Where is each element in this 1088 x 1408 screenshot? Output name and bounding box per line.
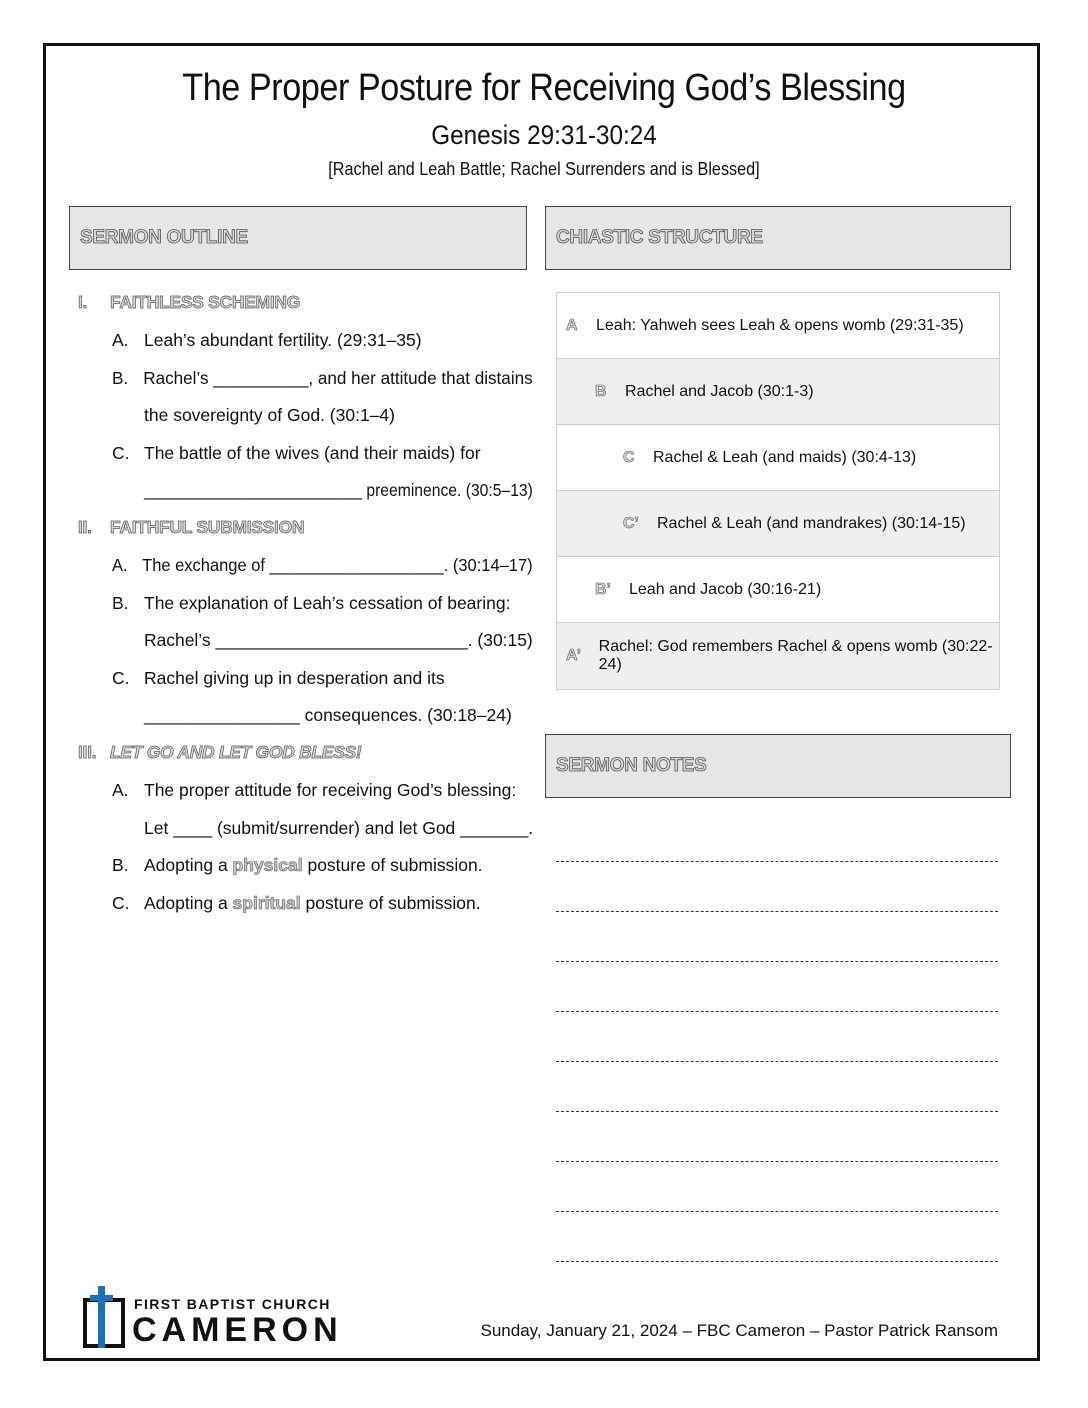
outline-item-2b: B. The explanation of Leah’s cessation of bearing:: [112, 593, 511, 613]
page-title: The Proper Posture for Receiving God’s Blessing: [182, 67, 906, 109]
outline-point-2: II. FAITHFUL SUBMISSION: [78, 517, 305, 537]
outline-item-1b-cont: the sovereignty of God. (30:1–4): [144, 405, 395, 425]
notes-line: [556, 1060, 998, 1062]
chiasm-row: C’ Rachel & Leah (and mandrakes) (30:14-15): [557, 491, 999, 557]
chiasm-row: A Leah: Yahweh sees Leah & opens womb (29:31-35): [557, 293, 999, 359]
chiastic-structure-label: CHIASTIC STRUCTURE: [556, 227, 763, 248]
notes-line: [556, 1160, 998, 1162]
outline-item-3a-cont: Let ____ (submit/surrender) and let God _______.: [144, 818, 534, 838]
notes-lines: [556, 860, 998, 1310]
chiasm-row: B Rachel and Jacob (30:1-3): [557, 359, 999, 425]
sermon-outline-header: [69, 206, 527, 270]
chiastic-structure-header: [545, 206, 1011, 270]
scripture-reference: Genesis 29:31-30:24: [431, 120, 657, 150]
logo-city-name: CAMERON: [132, 1311, 343, 1349]
outline-item-3a: A. The proper attitude for receiving God’s blessing:: [112, 780, 517, 800]
notes-line: [556, 1110, 998, 1112]
outline-item-1b: B. Rachel’s __________, and her attitude that distains: [112, 368, 533, 388]
outline-item-2a: A. The exchange of ___________________. (30:14–17): [112, 555, 533, 575]
notes-line: [556, 860, 998, 862]
notes-line: [556, 1010, 998, 1012]
sermon-notes-label: SERMON NOTES: [556, 755, 707, 776]
notes-line: [556, 960, 998, 962]
outline-item-2c: C. Rachel giving up in desperation and its: [112, 668, 445, 688]
outline-item-1c: C. The battle of the wives (and their maids) for: [112, 443, 481, 463]
outline-point-1: I. FAITHLESS SCHEMING: [78, 292, 301, 312]
logo-church-name: FIRST BAPTIST CHURCH: [134, 1296, 331, 1312]
sermon-notes-header: [545, 734, 1011, 798]
outline-item-3b: B. Adopting a physical posture of submission.: [112, 855, 483, 875]
chiastic-structure-table: [556, 292, 1000, 690]
chiasm-row: B’ Leah and Jacob (30:16-21): [557, 557, 999, 623]
outline-point-3: III. LET GO AND LET GOD BLESS!: [78, 742, 362, 762]
outline-item-1a: A. Leah’s abundant fertility. (29:31–35): [112, 330, 422, 350]
page-subtitle: [Rachel and Leah Battle; Rachel Surrenders and is Blessed]: [328, 159, 760, 179]
sermon-outline-label: SERMON OUTLINE: [80, 227, 248, 248]
notes-line: [556, 910, 998, 912]
outline-item-2c-cont: ________________ consequences. (30:18–24): [144, 705, 512, 725]
cross-logo-icon: [82, 1286, 126, 1348]
footer-date-pastor: Sunday, January 21, 2024 – FBC Cameron – Pastor Patrick Ransom: [480, 1321, 998, 1340]
chiasm-row: A’ Rachel: God remembers Rachel & opens womb (30:22-24): [557, 623, 999, 689]
outline-item-2b-cont: Rachel’s __________________________. (30:15): [144, 630, 533, 650]
chiasm-row: C Rachel & Leah (and maids) (30:4-13): [557, 425, 999, 491]
outline-item-1c-cont: _________________________ preeminence. (30:5–13): [144, 480, 533, 500]
notes-line: [556, 1260, 998, 1262]
outline-item-3c: C. Adopting a spiritual posture of submission.: [112, 893, 481, 913]
notes-line: [556, 1210, 998, 1212]
